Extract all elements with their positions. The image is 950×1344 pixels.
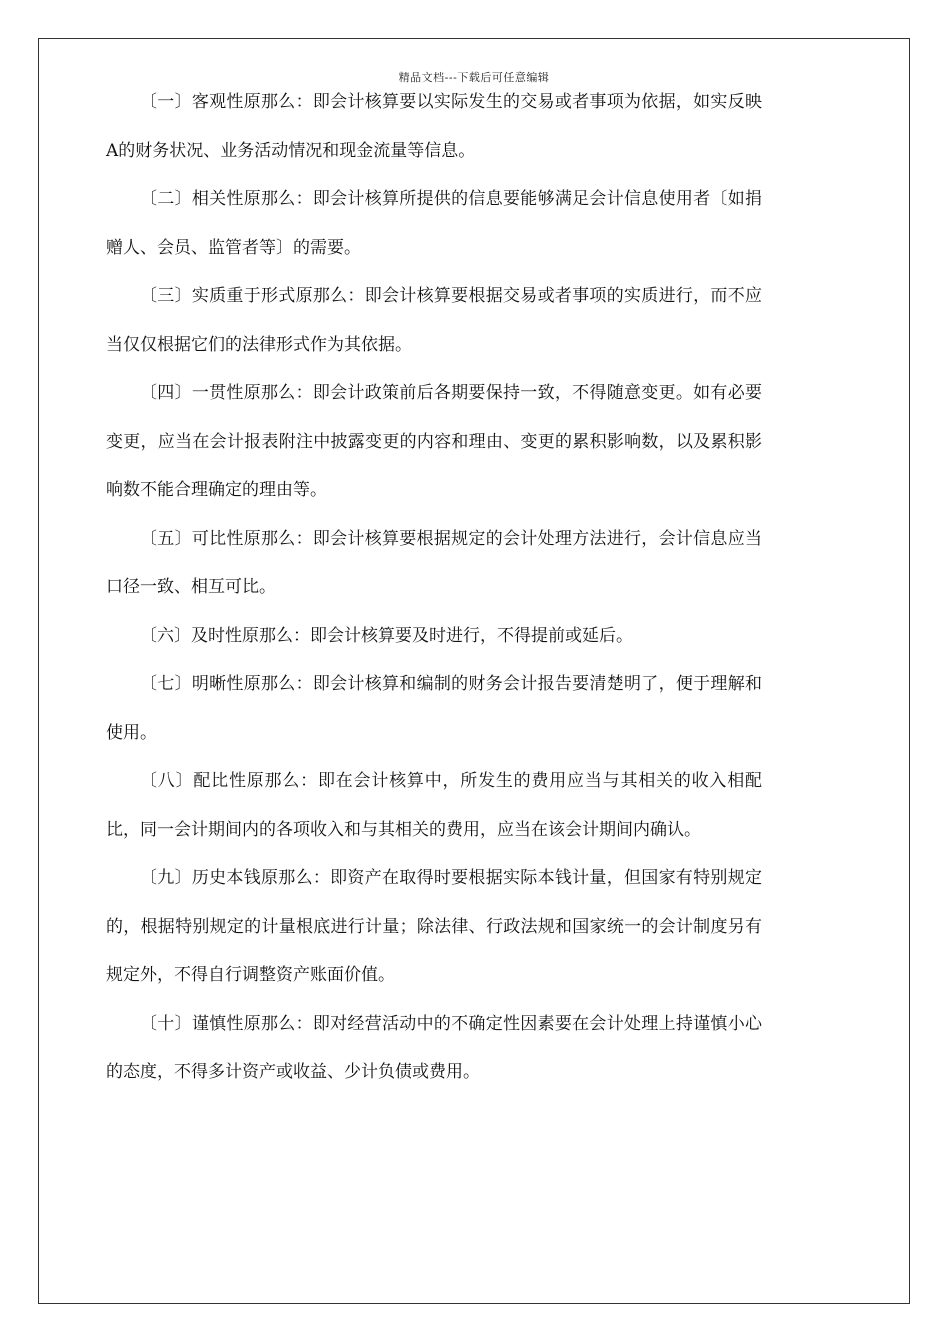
paragraph-6: 〔六〕及时性原那么：即会计核算要及时进行，不得提前或延后。 [140,625,633,646]
paragraph-2: 〔二〕相关性原那么：即会计核算所提供的信息要能够满足会计信息使用者〔如捐赠人、会员、监管者等〕的需要。 [106,189,762,258]
document-body [106,78,762,1097]
page-header: 精品文档---下载后可任意编辑 [398,71,550,84]
paragraph-3: 〔三〕实质重于形式原那么：即会计核算要根据交易或者事项的实质进行，而不应当仅仅根据它们的法律形式作为其依据。 [106,286,762,355]
paragraph-7: 〔七〕明晰性原那么：即会计核算和编制的财务会计报告要清楚明了，便于理解和使用。 [106,674,762,743]
paragraph-10: 〔十〕谨慎性原那么：即对经营活动中的不确定性因素要在会计处理上持谨慎小心的态度，不得多计资产或收益、少计负债或费用。 [106,1013,762,1082]
paragraph-5: 〔五〕可比性原那么：即会计核算要根据规定的会计处理方法进行，会计信息应当口径一致、相互可比。 [106,528,762,597]
paragraph-9: 〔九〕历史本钱原那么：即资产在取得时要根据实际本钱计量，但国家有特别规定的，根据特别规定的计量根底进行计量；除法律、行政法规和国家统一的会计制度另有规定外，不得自行调整资产账面价值。 [106,868,762,985]
paragraph-8: 〔八〕配比性原那么：即在会计核算中，所发生的费用应当与其相关的收入相配比，同一会计期间内的各项收入和与其相关的费用，应当在该会计期间内确认。 [106,771,762,840]
paragraph-4: 〔四〕一贯性原那么：即会计政策前后各期要保持一致，不得随意变更。如有必要变更，应当在会计报表附注中披露变更的内容和理由、变更的累积影响数，以及累积影响数不能合理确定的理由等。 [106,383,762,500]
paragraph-1: 〔一〕客观性原那么：即会计核算要以实际发生的交易或者事项为依据，如实反映A的财务状况、业务活动情况和现金流量等信息。 [106,92,762,161]
